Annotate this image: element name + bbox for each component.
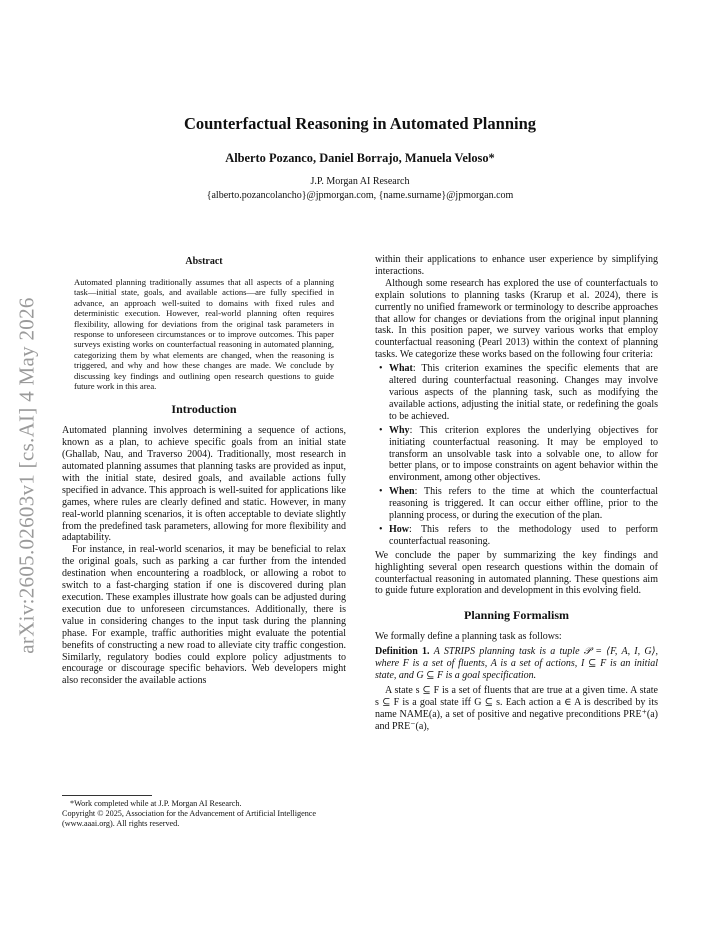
criteria-term: How [389, 523, 409, 535]
criteria-item-when [375, 486, 658, 522]
criteria-text: : This criterion explores the underlying objectives for initiating counterfactual reasoning. It may be employed to transform an unsolvable task into a solvable one, to allow for better plans, or to impose constraints on agent behavior within the environment, among other objectives. [389, 424, 658, 484]
intro-paragraph-4: We conclude the paper by summarizing the key findings and highlighting several open research questions within the domain of counterfactual reasoning in automated planning. These questions aim to guide future exploration and development in this evolving field. [375, 549, 658, 597]
definition-label: Definition 1. [375, 646, 430, 658]
footnote-note: *Work completed while at J.P. Morgan AI Research. [70, 799, 242, 808]
definition-1 [375, 646, 658, 682]
definition-text: A STRIPS planning task is a tuple 𝒫 = ⟨F, A, I, G⟩, where F is a set of fluents, A is a set of actions, I ⊆ F is an initial state, and G ⊆ F is a goal specification. [375, 646, 658, 681]
footnote-rule [62, 795, 152, 796]
criteria-item-why [375, 425, 658, 485]
right-column [375, 254, 658, 733]
abstract-heading: Abstract [185, 256, 223, 267]
intro-paragraph-3: Although some research has explored the use of counterfactuals to explain solutions to planning tasks (Krarup et al. 2024), there is currently no unified framework or terminology to describe approaches that allow for changes or deviations from the original input planning task. In this position paper, we survey various works that employ counterfactual reasoning (Pearl 2013) within the context of planning tasks. We categorize these works based on the following four criteria: [375, 277, 658, 361]
bullet-glyph: • [379, 363, 383, 375]
abstract-text: Automated planning traditionally assumes that all aspects of a planning task—initial state, goals, and available actions—are fully specified in advance, an approach well-suited to domains with fixed rules and deterministic execution. However, real-world planning often requires flexibility, allowing for deviations from the original task parameters in response to unforeseen circumstances or to improve outcomes. This paper surveys existing works on counterfactual reasoning in automated planning, categorizing them by what elements are changed, when the reasoning is triggered, and why and how these changes are made. We conclude by discussing key findings and outlining open research questions to guide future work in this area. [74, 276, 334, 391]
paper-title: Counterfactual Reasoning in Automated Planning [183, 114, 537, 133]
arxiv-identifier: arXiv:2605.02603v1 [cs.AI] 4 May 2026 [14, 296, 39, 654]
introduction-heading: Introduction [171, 402, 237, 417]
footnote-block [62, 795, 346, 829]
criteria-term: Why [389, 424, 410, 436]
intro-paragraph-1: Automated planning involves determining a sequence of actions, known as a plan, to achieve specific goals from an initial state (Ghallab, Nau, and Traverso 2004). Traditionally, most research in automated planning assumes that planning tasks are provided as input, with the initial state, desired goals, and available actions fully specified in advance. This approach is well-suited for applications like games, where rules are clearly defined and static. However, in many real-world planning scenarios, it is often acceptable to deviate slightly from the predefined task parameters, allowing for more flexibility and adaptability. [62, 425, 346, 544]
intro-paragraph-continued: within their applications to enhance user experience by simplifying interactions. [375, 254, 658, 277]
criteria-text: : This refers to the time at which the counterfactual reasoning is triggered. It can occur either offline, prior to the planning process, or during the execution of the plan. [389, 486, 658, 522]
bullet-glyph: • [379, 486, 383, 498]
criteria-term: What [389, 363, 413, 375]
criteria-term: When [389, 486, 415, 498]
formalism-paragraph-1: We formally define a planning task as follows: [375, 631, 562, 643]
criteria-item-what [375, 363, 658, 423]
arxiv-stamp [10, 265, 44, 685]
affiliation: J.P. Morgan AI Research [310, 176, 410, 187]
intro-paragraph-2: For instance, in real-world scenarios, it may be beneficial to relax the original goals, such as parking a car further from the intended destination when encountering a roadblock, or allowing a robot to switch to a fast-charging station if one is discovered during plan execution. These examples illustrate how goals can be adjusted during execution due to unforeseen circumstances. Additionally, there is value in considering changes to the input task during the planning phase. For example, traffic authorities might evaluate the potential benefits of constructing a new road to alleviate city traffic congestion. Similarly, regulatory bodies could explore policy adjustments to encourage or discourage specific behaviors. Web developers might also reconsider the available actions [62, 544, 346, 687]
paper-authors: Alberto Pozanco, Daniel Borrajo, Manuela Veloso* [225, 151, 495, 165]
author-emails: {alberto.pozancolancho}@jpmorgan.com, {name.surname}@jpmorgan.com [206, 190, 514, 201]
criteria-text: : This refers to the methodology used to perform counterfactual reasoning. [389, 523, 658, 547]
formalism-paragraph-2: A state s ⊆ F is a set of fluents that are true at a given time. A state s ⊆ F is a goal state iff G ⊆ s. Each action a ∈ A is described by its name NAME(a), a set of positive and negative preconditions PRE⁺(a) and PRE⁻(a), [375, 684, 658, 732]
copyright-notice: Copyright © 2025, Association for the Advancement of Artificial Intelligence (www.aaai.org). All rights reserved. [62, 809, 317, 828]
criteria-list [375, 363, 658, 548]
planning-formalism-heading: Planning Formalism [463, 608, 569, 623]
bullet-glyph: • [379, 424, 383, 436]
criteria-item-how [375, 524, 658, 548]
left-column [62, 254, 346, 687]
criteria-text: : This criterion examines the specific elements that are altered during counterfactual reasoning. Changes may involve various aspects of the planning task, such as modifying the available actions, adjusting the initial state, or redefining the goals to be achieved. [389, 363, 658, 422]
affiliation-block [0, 175, 720, 203]
bullet-glyph: • [379, 523, 383, 535]
